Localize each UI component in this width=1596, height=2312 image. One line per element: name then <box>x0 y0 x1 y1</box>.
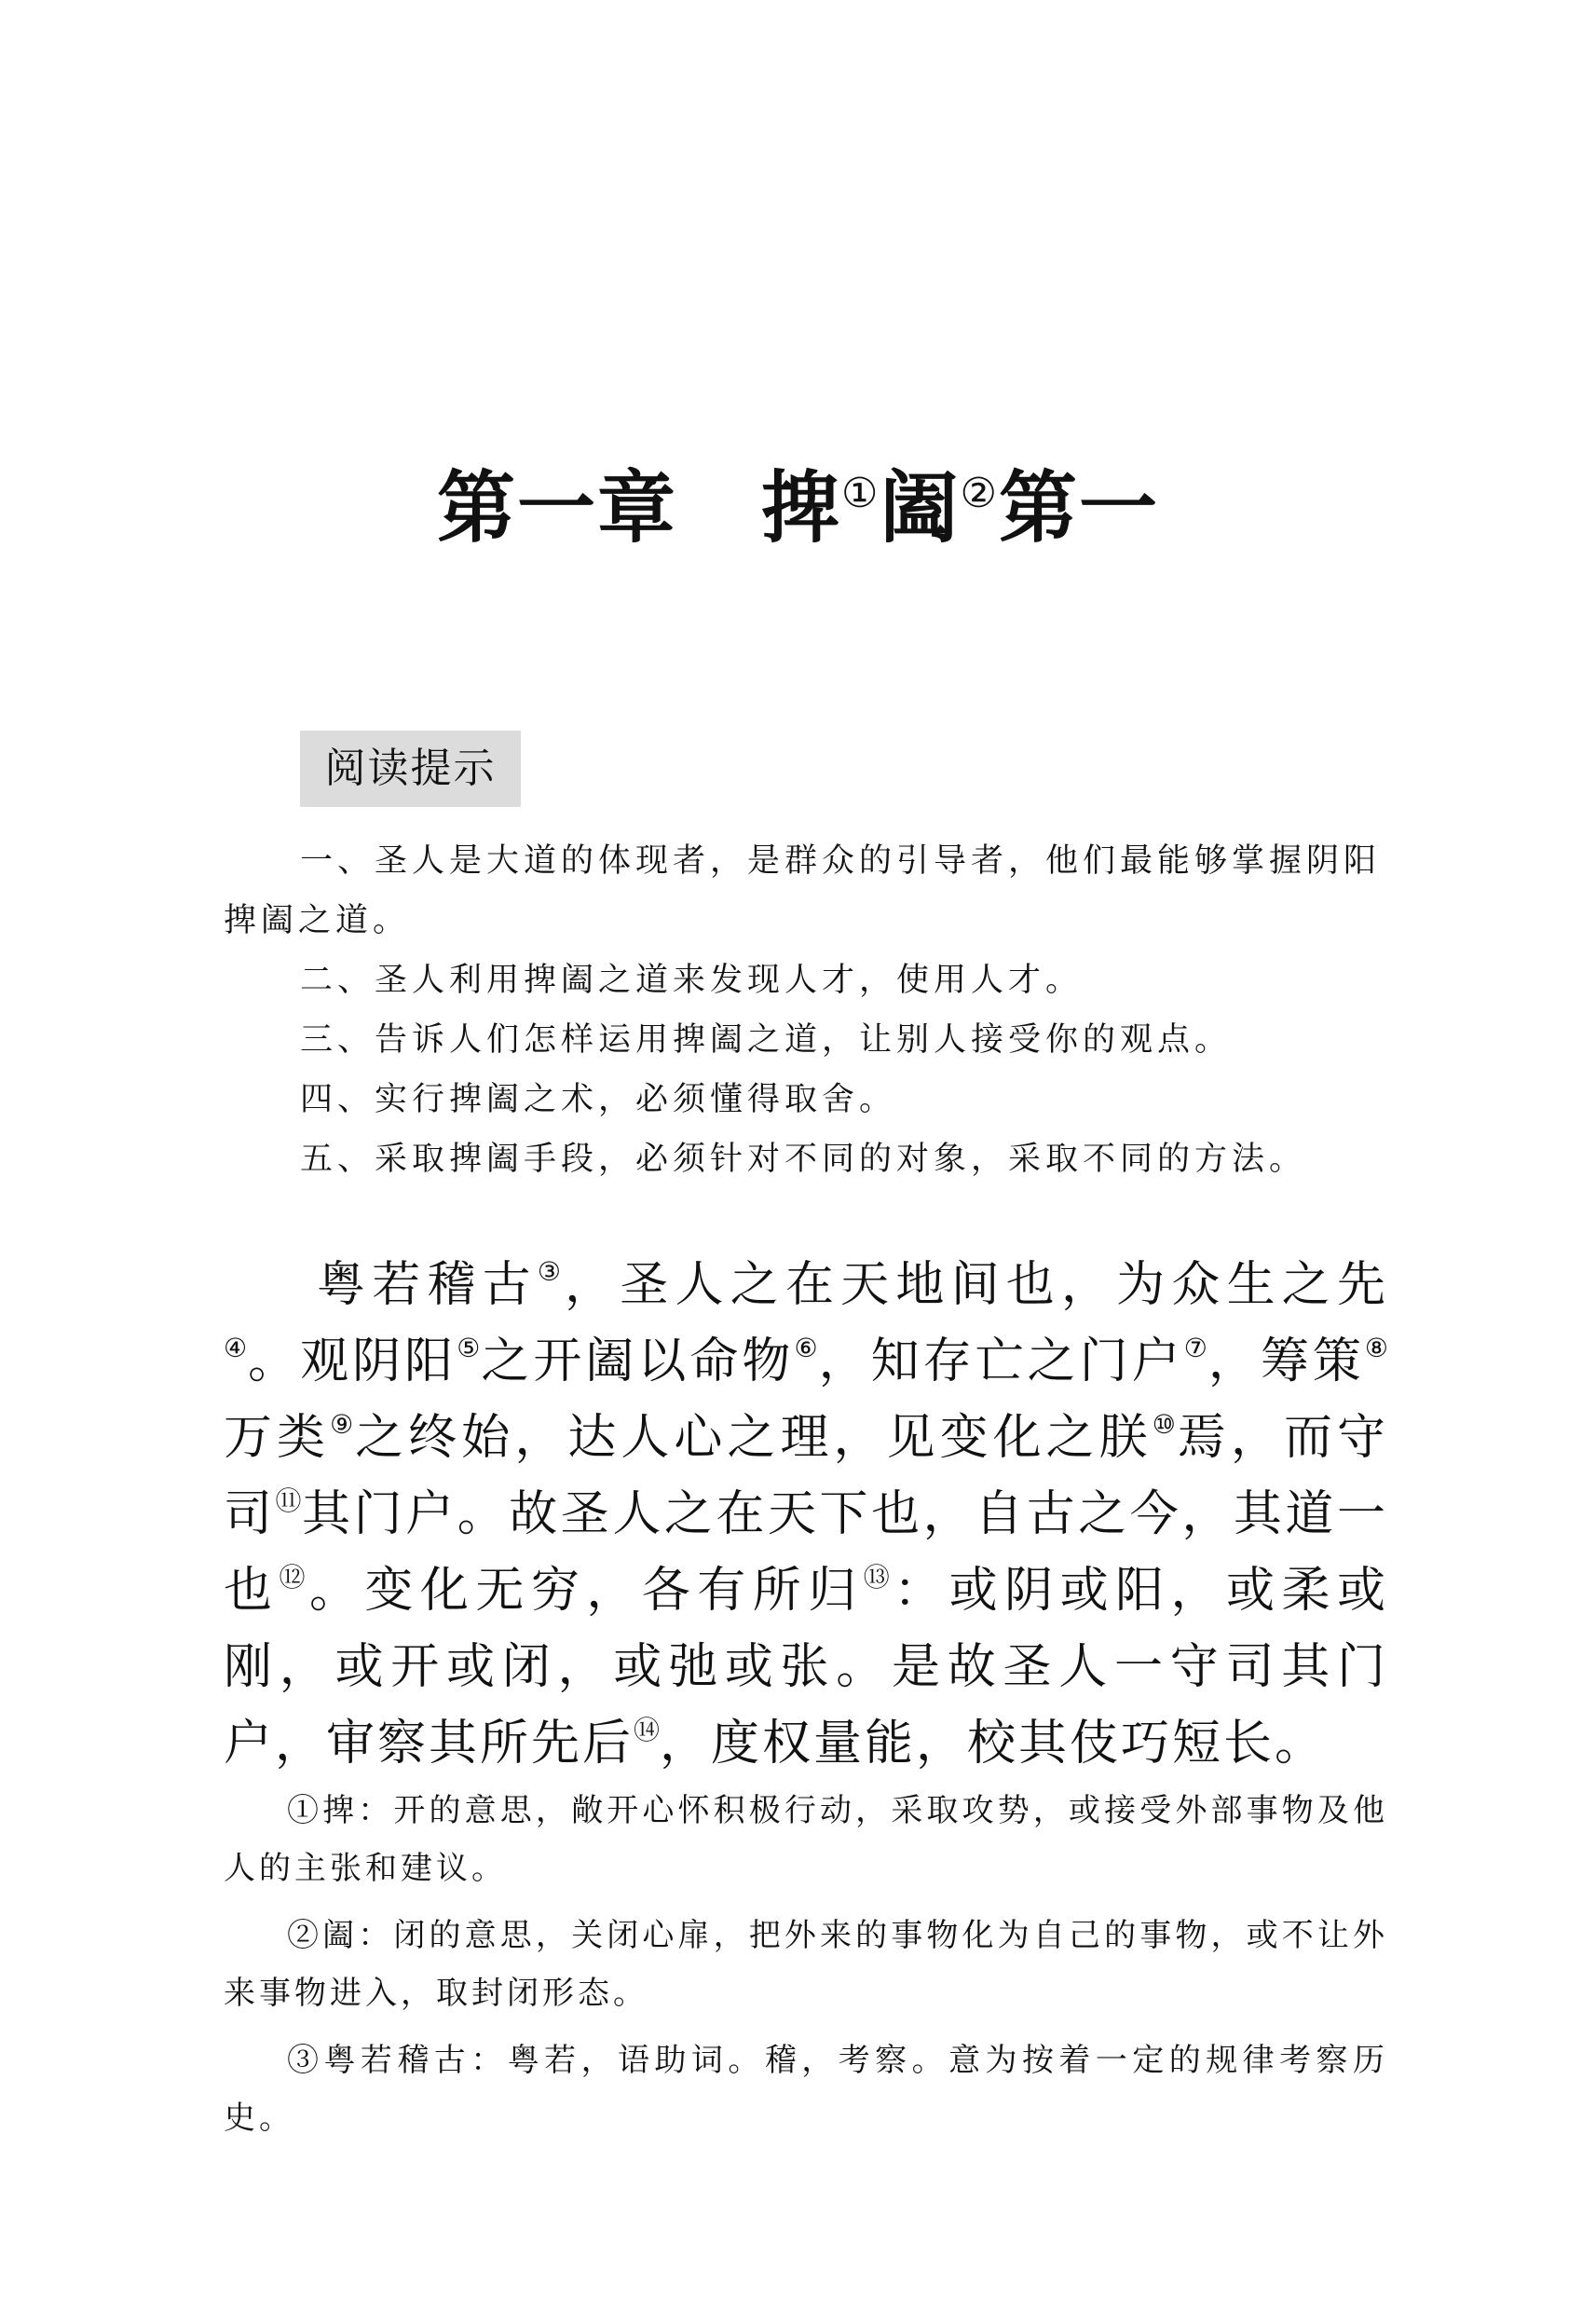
footnote-marker: ④ <box>224 1333 249 1363</box>
main-text-segment: 万类 <box>224 1410 331 1466</box>
chapter-number: 第一章 <box>437 461 678 554</box>
chapter-title-char-1: 捭 <box>761 461 842 554</box>
footnote-marker: ⑨ <box>330 1409 356 1440</box>
footnote-marker: ⑭ <box>634 1715 661 1745</box>
main-text-segment: ：或阴或阳，或柔或刚，或开或闭，或弛或张。是故圣人一守司其门户，审察其所先后 <box>224 1563 1388 1772</box>
footnote-marker: ⑥ <box>794 1333 819 1363</box>
footnote-item: ②阖：闭的意思，关闭心扉，把外来的事物化为自己的事物，或不让外来事物进入，取封闭形态。 <box>224 1917 1388 2012</box>
main-text-segment: ，筹策 <box>1207 1334 1365 1389</box>
footnote-item: ①捭：开的意思，敞开心怀积极行动，采取攻势，或接受外部事物及他人的主张和建议。 <box>224 1792 1388 1887</box>
footnote-marker: ⑩ <box>1152 1409 1178 1440</box>
footnote-marker: ① <box>841 470 880 517</box>
footnote-marker: ⑬ <box>863 1562 894 1593</box>
main-text-segment: 。变化无穷，各有所归 <box>308 1563 864 1619</box>
main-text-segment: ，知存亡之门户 <box>818 1334 1184 1389</box>
reading-tip-item: 五、采取捭阖手段，必须针对不同的对象，采取不同的方法。 <box>300 1141 1307 1178</box>
chapter-title-char-2: 阖 <box>880 461 961 554</box>
footnote-marker: ⑧ <box>1364 1333 1388 1363</box>
main-text-segment: 之终始，达人心之理，见变化之朕 <box>355 1410 1153 1466</box>
chapter-title-suffix: 第一 <box>998 461 1159 554</box>
footnotes <box>224 1782 1388 2156</box>
footnote-marker: ⑦ <box>1183 1333 1208 1363</box>
main-text-segment: 粤若稽古 <box>317 1257 538 1313</box>
main-text-segment: 焉，而守司 <box>224 1410 1388 1542</box>
reading-tip-item: 三、告诉人们怎样运用捭阖之道，让别人接受你的观点。 <box>300 1021 1233 1059</box>
reading-tip-item: 一、圣人是大道的体现者，是群众的引导者，他们最能够掌握阴阳捭阖之道。 <box>224 842 1382 939</box>
reading-tip-item: 四、实行捭阖之术，必须懂得取舍。 <box>300 1081 897 1118</box>
reading-tip-item: 二、圣人利用捭阖之道来发现人才，使用人才。 <box>300 962 1084 999</box>
footnote-marker: ⑫ <box>279 1562 309 1593</box>
footnote-item: ③粤若稽古：粤若，语助词。稽，考察。意为按着一定的规律考察历史。 <box>224 2042 1388 2137</box>
footnote-marker: ② <box>960 470 999 517</box>
main-text-segment: ，度权量能，校其伎巧短长。 <box>660 1716 1327 1772</box>
reading-tips-label: 阅读提示 <box>300 731 521 807</box>
footnote-marker: ⑤ <box>457 1333 482 1363</box>
footnote-marker: ③ <box>537 1256 566 1287</box>
footnote-marker: ⑪ <box>275 1485 303 1516</box>
reading-tips-list <box>224 831 1388 1189</box>
main-text-segment: 。观阴阳 <box>248 1334 457 1389</box>
main-text-segment: 之开阖以命物 <box>481 1334 795 1389</box>
main-text-paragraph <box>224 1247 1388 1782</box>
chapter-title <box>0 457 1596 559</box>
main-text-segment: ，圣人之在天地间也，为众生之先 <box>565 1257 1388 1313</box>
main-text-segment: 其门户。故圣人之在天下也，自古之今，其道一也 <box>224 1486 1388 1619</box>
